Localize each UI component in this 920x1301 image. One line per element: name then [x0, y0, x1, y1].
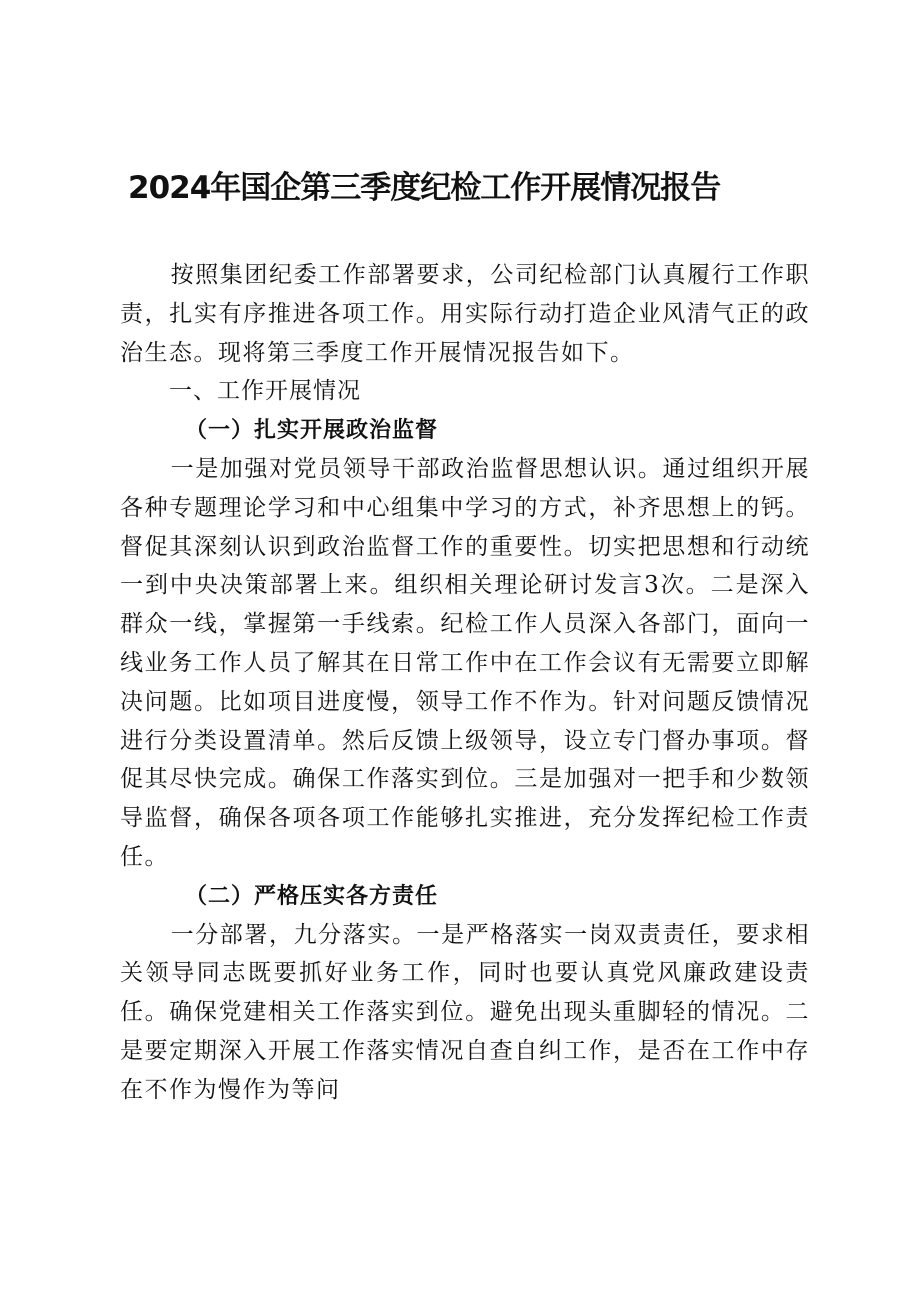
- document-body: [120, 256, 810, 1110]
- subsection-paragraph-2: 一分部署，九分落实。一是严格落实一岗双责责任，要求相关领导同志既要抓好业务工作，同时也要认真党风廉政建设责任。确保党建相关工作落实到位。避免出现头重脚轻的情况。二是要定期深入开展工作落实情况自查自纠工作，是否在工作中存在不作为慢作为等问: [120, 921, 810, 1103]
- intro-paragraph: 按照集团纪委工作部署要求，公司纪检部门认真履行工作职责，扎实有序推进各项工作。用实际行动打造企业风清气正的政治生态。现将第三季度工作开展情况报告如下。: [120, 262, 810, 366]
- section-heading-1: 一、工作开展情况: [169, 378, 361, 405]
- subsection-heading-2: （二）严格压实各方责任: [185, 882, 439, 909]
- subsection-paragraph-1: 一是加强对党员领导干部政治监督思想认识。通过组织开展各种专题理论学习和中心组集中学习的方式，补齐思想上的钙。督促其深刻认识到政治监督工作的重要性。切实把思想和行动统一到中央决策部署上来。组织相关理论研讨发言3次。二是深入群众一线，掌握第一手线索。纪检工作人员深入各部门，面向一线业务工作人员了解其在日常工作中在工作会议有无需要立即解决问题。比如项目进度慢，领导工作不作为。针对问题反馈情况进行分类设置清单。然后反馈上级领导，设立专门督办事项。督促其尽快完成。确保工作落实到位。三是加强对一把手和少数领导监督，确保各项各项工作能够扎实推进，充分发挥纪检工作责任。: [120, 455, 810, 870]
- subsection-heading-1: （一）扎实开展政治监督: [185, 417, 439, 444]
- document-title: 2024年国企第三季度纪检工作开展情况报告: [128, 170, 721, 206]
